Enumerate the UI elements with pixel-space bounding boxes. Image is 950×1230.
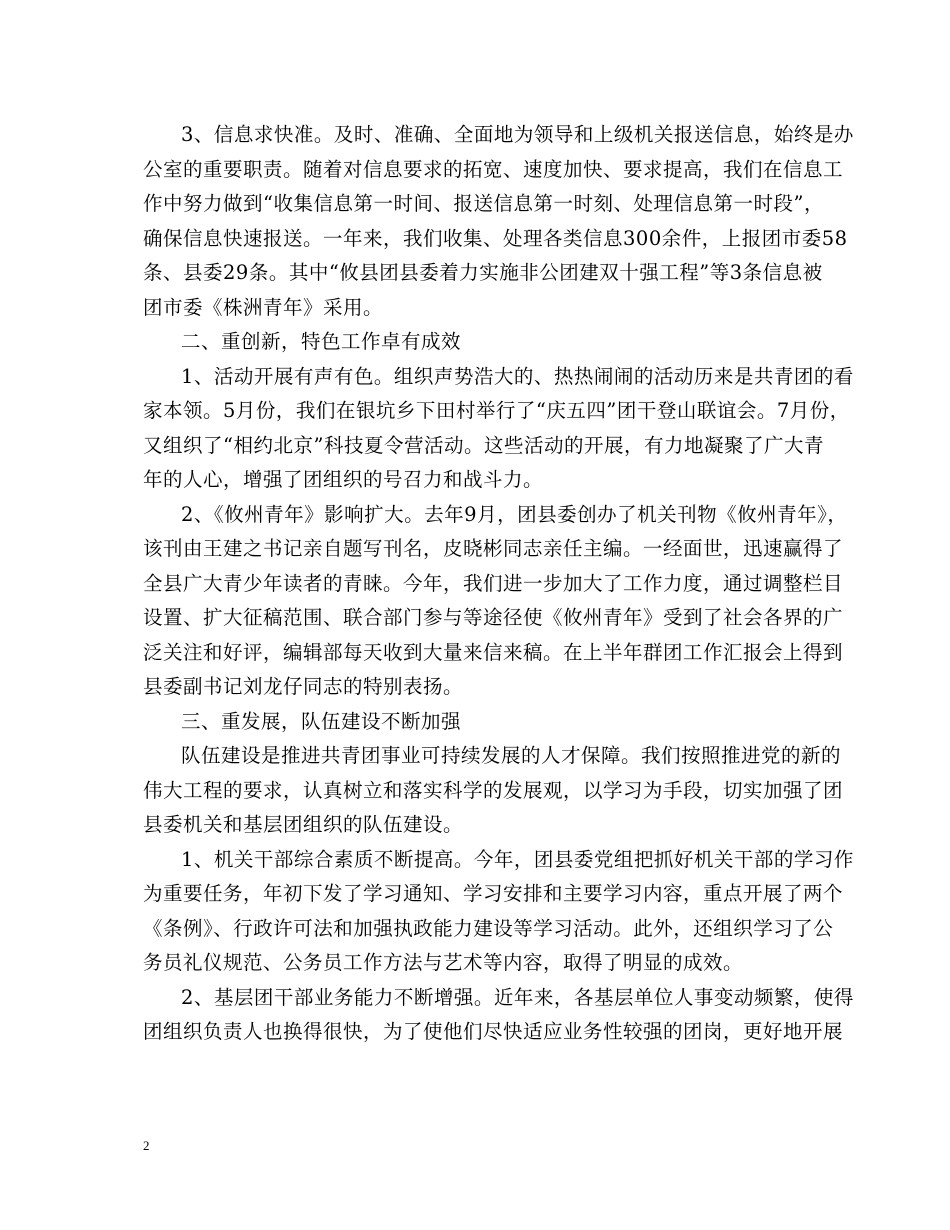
paragraph-line: 2、基层团干部业务能力不断增强。近年来，各基层单位人事变动频繁，使得 bbox=[181, 985, 854, 1009]
paragraph-line: 家本领。5月份，我们在银坑乡下田村举行了“庆五四”团干登山联谊会。7月份， bbox=[143, 399, 850, 422]
paragraph-line: 伟大工程的要求，认真树立和落实科学的发展观，以学习为手段，切实加强了团 bbox=[143, 778, 844, 802]
section-heading: 二、重创新，特色工作卓有成效 bbox=[181, 330, 462, 353]
paragraph-line: 县委副书记刘龙仔同志的特别表扬。 bbox=[143, 675, 464, 698]
paragraph-line: 该刊由王建之书记亲自题写刊名，皮晓彬同志亲任主编。一经面世，迅速赢得了 bbox=[143, 537, 844, 560]
paragraph-line: 公室的重要职责。随着对信息要求的拓宽、速度加快、要求提高，我们在信息工 bbox=[143, 157, 844, 181]
paragraph-line: 1、活动开展有声有色。组织声势浩大的、热热闹闹的活动历来是共青团的看 bbox=[181, 364, 854, 388]
paragraph-line: 确保信息快速报送。一年来，我们收集、处理各类信息300余件，上报团市委58 bbox=[143, 226, 848, 250]
paragraph-line: 条、县委29条。其中“攸县团县委着力实施非公团建双十强工程”等3条信息被 bbox=[143, 261, 823, 284]
paragraph-line: 团组织负责人也换得很快，为了使他们尽快适应业务性较强的团岗，更好地开展 bbox=[143, 1020, 844, 1043]
paragraph-line: 为重要任务，年初下发了学习通知、学习安排和主要学习内容，重点开展了两个 bbox=[143, 882, 844, 905]
paragraph-line: 团市委《株洲青年》采用。 bbox=[143, 295, 384, 319]
paragraph-line: 设置、扩大征稿范围、联合部门参与等途径使《攸州青年》受到了社会各界的广 bbox=[143, 606, 844, 629]
paragraph-line: 泛关注和好评，编辑部每天收到大量来信来稿。在上半年群团工作汇报会上得到 bbox=[143, 640, 844, 664]
paragraph-line: 县委机关和基层团组织的队伍建设。 bbox=[143, 813, 464, 836]
paragraph-line: 1、机关干部综合素质不断提高。今年，团县委党组把抓好机关干部的学习作 bbox=[181, 847, 854, 871]
body-text bbox=[143, 118, 854, 1050]
page-number: 2 bbox=[143, 1138, 150, 1153]
paragraph-line: 又组织了“相约北京”科技夏令营活动。这些活动的开展，有力地凝聚了广大青 bbox=[143, 433, 824, 457]
paragraph-line: 务员礼仪规范、公务员工作方法与艺术等内容，取得了明显的成效。 bbox=[143, 951, 744, 974]
paragraph-line: 全县广大青少年读者的青睐。今年，我们进一步加大了工作力度，通过调整栏目 bbox=[143, 571, 844, 595]
paragraph-line: 作中努力做到“收集信息第一时间、报送信息第一时刻、处理信息第一时段”， bbox=[143, 192, 824, 215]
section-heading: 三、重发展，队伍建设不断加强 bbox=[181, 709, 462, 733]
paragraph-line: 队伍建设是推进共青团事业可持续发展的人才保障。我们按照推进党的新的 bbox=[181, 744, 842, 767]
paragraph-line: 3、信息求快准。及时、准确、全面地为领导和上级机关报送信息，始终是办 bbox=[181, 123, 854, 146]
paragraph-line: 年的人心，增强了团组织的号召力和战斗力。 bbox=[143, 468, 544, 491]
paragraph-line: 《条例》、行政许可法和加强执政能力建设等学习活动。此外，还组织学习了公 bbox=[143, 916, 834, 940]
paragraph-line: 2、《攸州青年》影响扩大。去年9月，团县委创办了机关刊物《攸州青年》， bbox=[181, 502, 848, 526]
